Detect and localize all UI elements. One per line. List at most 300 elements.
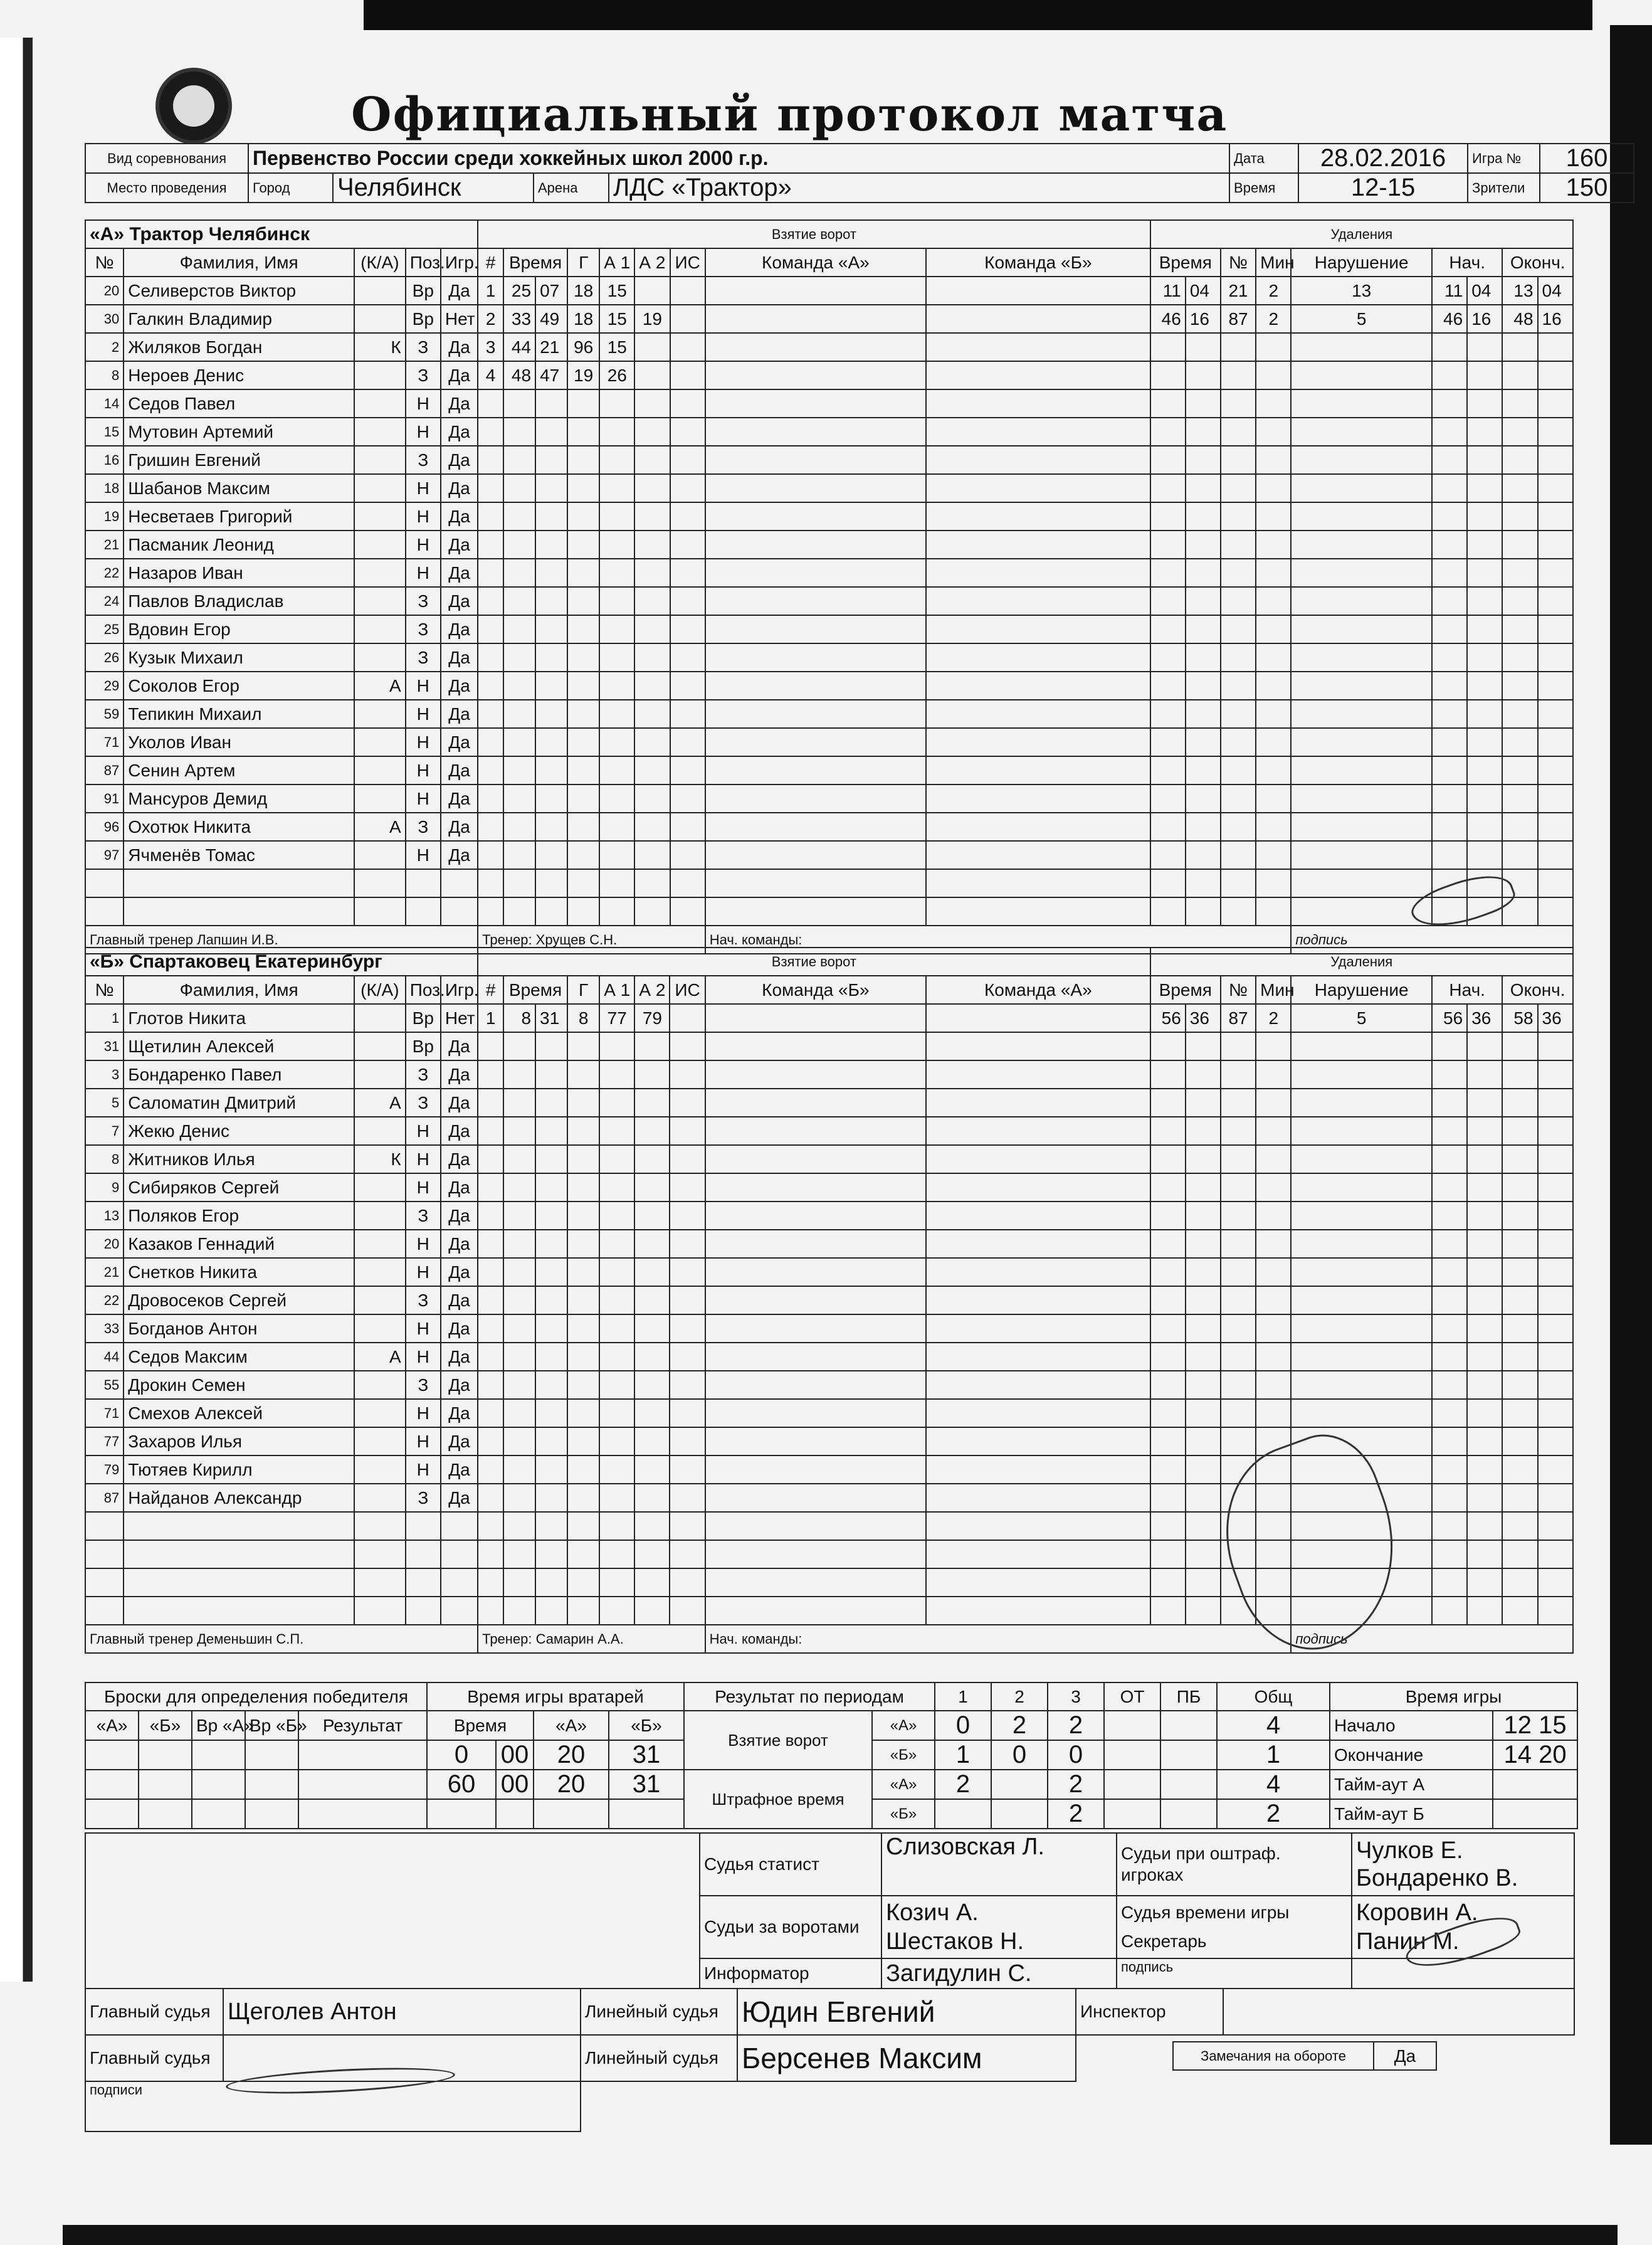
arena-value: ЛДС «Трактор»	[609, 173, 1229, 203]
player-played: Да	[441, 446, 478, 474]
goal-assist-2: 19	[634, 305, 670, 333]
player-name: Богданов Антон	[124, 1314, 354, 1343]
team_a-col-pen-end: Оконч.	[1502, 248, 1573, 277]
penalty-time-min: 46	[1150, 305, 1186, 333]
team_a-player-row	[85, 559, 1573, 587]
player-name: Снетков Никита	[124, 1258, 354, 1286]
game-time-title: Время игры	[1330, 1682, 1577, 1711]
game-number-label: Игра №	[1468, 144, 1540, 173]
team_a-col-pen-start: Нач.	[1432, 248, 1502, 277]
goals-a-p2: 2	[991, 1711, 1048, 1740]
team_a-col-pen-time: Время	[1150, 248, 1221, 277]
stat-judge-label: Судья статист	[700, 1833, 881, 1896]
player-played: Да	[441, 474, 478, 502]
player-number: 96	[85, 813, 124, 841]
team_b-col-goal-time: Время	[503, 976, 567, 1004]
periods-title: Результат по периодам	[684, 1682, 935, 1711]
player-captaincy	[354, 1427, 406, 1455]
team_a-player-row	[85, 643, 1573, 672]
goal-assist-1: 77	[599, 1004, 634, 1032]
line-judge-label-1: Линейный судья	[581, 1989, 737, 2035]
informer-label: Информатор	[700, 1958, 881, 1989]
officials-table	[85, 1832, 1575, 1989]
player-name: Жиляков Богдан	[124, 333, 354, 361]
goal-scorer: 19	[567, 361, 599, 389]
player-position: Н	[406, 784, 441, 813]
player-number: 5	[85, 1089, 124, 1117]
pen-a-total: 4	[1217, 1770, 1330, 1799]
player-captaincy	[354, 615, 406, 643]
goal-number: 1	[478, 1004, 503, 1032]
player-captaincy: К	[354, 333, 406, 361]
shootout-title: Броски для определения победителя	[85, 1682, 427, 1711]
team_b-head-coach: Главный тренер Деменьшин С.П.	[85, 1625, 478, 1653]
player-played: Да	[441, 672, 478, 700]
federation-logo	[155, 68, 232, 144]
pen-b-pb	[1160, 1799, 1217, 1829]
goal-time-sec: 47	[535, 361, 567, 389]
time-label: Время	[1229, 173, 1298, 203]
player-position: З	[406, 1202, 441, 1230]
player-position: Вр	[406, 305, 441, 333]
team_a-team-name: «А» Трактор Челябинск	[85, 220, 478, 248]
team_b-col-pos: Поз.	[406, 976, 441, 1004]
penalty-by-period-label: Штрафное время	[684, 1770, 872, 1829]
goal-judge-1: Козич А.	[886, 1899, 979, 1926]
player-captaincy	[354, 277, 406, 305]
team_a-col-a1: А 1	[599, 248, 634, 277]
timekeeper-value: Коровин А.	[1356, 1899, 1478, 1926]
player-captaincy	[354, 305, 406, 333]
player-number: 71	[85, 1399, 124, 1427]
goal-assist-2: 79	[634, 1004, 670, 1032]
goalie-row-2-b: 31	[609, 1770, 684, 1799]
timekeeper-label: Судья времени игры	[1121, 1903, 1290, 1922]
player-name: Смехов Алексей	[124, 1399, 354, 1427]
pen-b-total: 2	[1217, 1799, 1330, 1829]
player-number: 20	[85, 1230, 124, 1258]
team_a-goals-header: Взятие ворот	[478, 220, 1150, 248]
goals-b-team: «Б»	[872, 1740, 935, 1770]
player-name: Пасманик Леонид	[124, 531, 354, 559]
team_b-player-row	[85, 1032, 1573, 1060]
penalty-player: 87	[1221, 1004, 1256, 1032]
player-number: 16	[85, 446, 124, 474]
team_b-team-chief: Нач. команды:	[705, 1625, 1292, 1653]
spectators-label: Зрители	[1468, 173, 1540, 203]
goal-assist-1: 15	[599, 305, 634, 333]
goalies-title: Время игры вратарей	[427, 1682, 684, 1711]
goals-by-period-label: Взятие ворот	[684, 1711, 872, 1770]
penalty-start-sec: 16	[1467, 305, 1502, 333]
player-played: Да	[441, 728, 478, 756]
shootout-col-result: Результат	[298, 1711, 427, 1740]
player-position: Н	[406, 1230, 441, 1258]
goal-judges-label: Судьи за воротами	[700, 1896, 881, 1958]
player-position: Н	[406, 1314, 441, 1343]
player-position: Н	[406, 1343, 441, 1371]
player-captaincy	[354, 1314, 406, 1343]
team_a-player-row	[85, 784, 1573, 813]
player-captaincy	[354, 1230, 406, 1258]
player-played: Да	[441, 531, 478, 559]
player-captaincy	[354, 587, 406, 615]
penalty-minutes: 2	[1256, 277, 1291, 305]
player-captaincy: А	[354, 672, 406, 700]
player-played: Да	[441, 841, 478, 869]
team_b-penalties-header: Удаления	[1150, 948, 1573, 976]
game-number-value: 160	[1540, 144, 1634, 173]
player-captaincy	[354, 502, 406, 531]
period-pb-header: ПБ	[1160, 1682, 1217, 1711]
team_a-player-row	[85, 277, 1573, 305]
player-captaincy	[354, 643, 406, 672]
team_b-col-team-opp: Команда «А»	[926, 976, 1150, 1004]
player-name: Нероев Денис	[124, 361, 354, 389]
team_a-col-pen-violation: Нарушение	[1291, 248, 1432, 277]
remarks-value: Да	[1374, 2042, 1436, 2070]
player-position: З	[406, 1484, 441, 1512]
line-judge-2: Берсенев Максим	[737, 2035, 1076, 2081]
team_a-player-row	[85, 389, 1573, 418]
goal-situation	[670, 277, 705, 305]
team_a-player-row	[85, 305, 1573, 333]
goalie-b-header: «Б»	[609, 1711, 684, 1740]
scan-edge-left	[0, 38, 33, 1982]
player-number: 19	[85, 502, 124, 531]
period-1-header: 1	[935, 1682, 991, 1711]
goal-number: 4	[478, 361, 503, 389]
player-played: Да	[441, 333, 478, 361]
player-number: 13	[85, 1202, 124, 1230]
team_a-col-played: Игр.	[441, 248, 478, 277]
player-played: Да	[441, 784, 478, 813]
match-header-table	[85, 143, 1634, 203]
player-name: Саломатин Дмитрий	[124, 1089, 354, 1117]
main-ref-label-1: Главный судья	[85, 1989, 223, 2035]
goal-assist-1: 15	[599, 277, 634, 305]
player-name: Мутовин Артемий	[124, 418, 354, 446]
player-number: 97	[85, 841, 124, 869]
goalie-row-2-sec: 00	[496, 1770, 534, 1799]
player-position: З	[406, 643, 441, 672]
penalty-start-min: 11	[1432, 277, 1467, 305]
team_b-player-row	[85, 1060, 1573, 1089]
team_b-team-name: «Б» Спартаковец Екатеринбург	[85, 948, 478, 976]
team_b-col-pen-start: Нач.	[1432, 976, 1502, 1004]
player-captaincy	[354, 1258, 406, 1286]
goalie-time-header: Время	[427, 1711, 534, 1740]
player-number: 44	[85, 1343, 124, 1371]
team_a-player-row	[85, 418, 1573, 446]
goalie-a-header: «А»	[534, 1711, 609, 1740]
scan-edge-top	[364, 0, 1592, 30]
player-position: З	[406, 333, 441, 361]
team_a-team-chief: Нач. команды:	[705, 926, 1292, 954]
team_b-player-row	[85, 1117, 1573, 1145]
player-name: Тепикин Михаил	[124, 700, 354, 728]
penalty-violation: 5	[1291, 1004, 1432, 1032]
player-number: 91	[85, 784, 124, 813]
player-name: Тютяев Кирилл	[124, 1455, 354, 1484]
penalty-time-min: 56	[1150, 1004, 1186, 1032]
team_b-col-is: ИС	[670, 976, 705, 1004]
player-number: 29	[85, 672, 124, 700]
player-name: Несветаев Григорий	[124, 502, 354, 531]
goals-b-p3: 0	[1048, 1740, 1104, 1770]
player-name: Седов Павел	[124, 389, 354, 418]
player-number: 30	[85, 305, 124, 333]
player-name: Поляков Егор	[124, 1202, 354, 1230]
player-captaincy	[354, 418, 406, 446]
player-position: Вр	[406, 1032, 441, 1060]
date-label: Дата	[1229, 144, 1298, 173]
goal-scorer: 18	[567, 305, 599, 333]
player-number: 14	[85, 389, 124, 418]
penalty-end-sec: 04	[1538, 277, 1573, 305]
player-name: Галкин Владимир	[124, 305, 354, 333]
player-number: 8	[85, 1145, 124, 1173]
player-played: Да	[441, 418, 478, 446]
penalty-start-sec: 04	[1467, 277, 1502, 305]
end-minute: 20	[1539, 1741, 1567, 1768]
player-played: Да	[441, 1173, 478, 1202]
main-ref-1: Щеголев Антон	[223, 1989, 581, 2035]
player-name: Сенин Артем	[124, 756, 354, 784]
player-position: З	[406, 446, 441, 474]
player-captaincy	[354, 841, 406, 869]
goal-time-min: 44	[503, 333, 535, 361]
team_a-penalties-header: Удаления	[1150, 220, 1573, 248]
team_a-player-row	[85, 897, 1573, 926]
player-name: Дрокин Семен	[124, 1371, 354, 1399]
team_b-player-row	[85, 1286, 1573, 1314]
team_a-player-row	[85, 841, 1573, 869]
team_b-col-pen-min: Мин	[1256, 976, 1291, 1004]
goal-time-min: 48	[503, 361, 535, 389]
player-position: Н	[406, 1145, 441, 1173]
team_b-col-pen-end: Оконч.	[1502, 976, 1573, 1004]
period-ot-header: ОТ	[1104, 1682, 1160, 1711]
player-captaincy	[354, 784, 406, 813]
player-number: 77	[85, 1427, 124, 1455]
player-position: Н	[406, 1399, 441, 1427]
player-captaincy: А	[354, 813, 406, 841]
secretary-value: Панин М.	[1356, 1928, 1460, 1955]
player-name: Захаров Илья	[124, 1427, 354, 1455]
team_a-col-is: ИС	[670, 248, 705, 277]
player-captaincy	[354, 1032, 406, 1060]
player-captaincy	[354, 446, 406, 474]
player-position: Н	[406, 728, 441, 756]
goal-time-min: 33	[503, 305, 535, 333]
start-hour: 12	[1503, 1711, 1532, 1739]
player-played: Да	[441, 756, 478, 784]
team_b-player-row	[85, 1173, 1573, 1202]
team_b-player-row	[85, 1145, 1573, 1173]
timeout-b-label: Тайм-аут Б	[1330, 1799, 1493, 1829]
goalie-row-1-min: 0	[427, 1740, 496, 1770]
line-judge-1: Юдин Евгений	[737, 1989, 1076, 2035]
date-value: 28.02.2016	[1298, 144, 1468, 173]
team_a-col-team-own: Команда «А»	[705, 248, 926, 277]
player-position: Н	[406, 389, 441, 418]
penalty-start-min: 46	[1432, 305, 1467, 333]
player-name: Соколов Егор	[124, 672, 354, 700]
player-captaincy	[354, 361, 406, 389]
pen-b-p1	[935, 1799, 991, 1829]
goal-time-sec: 07	[535, 277, 567, 305]
goals-b-pb	[1160, 1740, 1217, 1770]
team_b-coach: Тренер: Самарин А.А.	[478, 1625, 705, 1653]
shootout-col-a: «А»	[85, 1711, 139, 1740]
player-played: Да	[441, 1230, 478, 1258]
goal-time-sec: 21	[535, 333, 567, 361]
player-number: 22	[85, 559, 124, 587]
player-name: Селиверстов Виктор	[124, 277, 354, 305]
team_a-player-row	[85, 700, 1573, 728]
line-judge-label-2: Линейный судья	[581, 2035, 737, 2081]
period-total-header: Общ	[1217, 1682, 1330, 1711]
player-played: Нет	[441, 1004, 478, 1032]
player-position: Вр	[406, 1004, 441, 1032]
player-number: 2	[85, 333, 124, 361]
player-position: Н	[406, 756, 441, 784]
team_a-player-row	[85, 615, 1573, 643]
inspector-label: Инспектор	[1076, 1989, 1223, 2035]
player-number: 9	[85, 1173, 124, 1202]
team_a-player-row	[85, 672, 1573, 700]
time-value: 12-15	[1298, 173, 1468, 203]
competition-label: Вид соревнования	[85, 144, 248, 173]
player-number: 26	[85, 643, 124, 672]
player-position: З	[406, 587, 441, 615]
player-played: Да	[441, 1455, 478, 1484]
goals-a-total: 4	[1217, 1711, 1330, 1740]
player-name: Назаров Иван	[124, 559, 354, 587]
player-captaincy	[354, 1484, 406, 1512]
team_b-player-row	[85, 1258, 1573, 1286]
team_a-player-row	[85, 502, 1573, 531]
goal-scorer: 18	[567, 277, 599, 305]
penalty-end-sec: 36	[1538, 1004, 1573, 1032]
player-captaincy: А	[354, 1089, 406, 1117]
goalie-row-2-a: 20	[534, 1770, 609, 1799]
player-number: 33	[85, 1314, 124, 1343]
player-number: 21	[85, 531, 124, 559]
player-captaincy	[354, 474, 406, 502]
player-name: Жекю Денис	[124, 1117, 354, 1145]
player-name: Гришин Евгений	[124, 446, 354, 474]
player-played: Да	[441, 361, 478, 389]
start-label: Начало	[1330, 1711, 1493, 1740]
player-number: 31	[85, 1032, 124, 1060]
player-played: Да	[441, 615, 478, 643]
goal-situation	[670, 305, 705, 333]
informer-value: Загидулин С.	[881, 1958, 1117, 1989]
player-number: 24	[85, 587, 124, 615]
team_b-col-name: Фамилия, Имя	[124, 976, 354, 1004]
goals-a-team: «А»	[872, 1711, 935, 1740]
player-captaincy	[354, 389, 406, 418]
player-captaincy	[354, 756, 406, 784]
team_b-player-row	[85, 1004, 1573, 1032]
player-captaincy: К	[354, 1145, 406, 1173]
team_b-col-goal-no: #	[478, 976, 503, 1004]
player-number: 79	[85, 1455, 124, 1484]
goal-number: 1	[478, 277, 503, 305]
team_a-col-a2: А 2	[634, 248, 670, 277]
team_b-player-row	[85, 1230, 1573, 1258]
player-number: 55	[85, 1371, 124, 1399]
team_a-player-row	[85, 474, 1573, 502]
player-played: Да	[441, 1145, 478, 1173]
place-label: Место проведения	[85, 173, 248, 203]
team_a-player-row	[85, 728, 1573, 756]
secretary-label: Секретарь	[1121, 1931, 1207, 1951]
team_b-col-pen-violation: Нарушение	[1291, 976, 1432, 1004]
inspector-value	[1223, 1989, 1574, 2035]
remarks-box	[1172, 2041, 1437, 2071]
player-captaincy	[354, 1173, 406, 1202]
team_b-col-played: Игр.	[441, 976, 478, 1004]
player-position: Вр	[406, 277, 441, 305]
goals-b-ot	[1104, 1740, 1160, 1770]
player-captaincy	[354, 1455, 406, 1484]
penalty-box-judges-label: Судьи при оштраф. игроках	[1117, 1833, 1352, 1896]
team_b-player-row	[85, 1399, 1573, 1427]
player-name: Уколов Иван	[124, 728, 354, 756]
player-captaincy	[354, 1399, 406, 1427]
player-captaincy	[354, 1117, 406, 1145]
player-position: Н	[406, 1117, 441, 1145]
goal-scorer: 96	[567, 333, 599, 361]
goals-b-p2: 0	[991, 1740, 1048, 1770]
end-hour: 14	[1503, 1741, 1532, 1768]
team_a-col-goal-time: Время	[503, 248, 567, 277]
team_b-signature-label: подпись	[1291, 1625, 1573, 1653]
player-number: 8	[85, 361, 124, 389]
player-position: З	[406, 615, 441, 643]
team_b-col-ka: (К/А)	[354, 976, 406, 1004]
goalie-row-1-sec: 00	[496, 1740, 534, 1770]
player-number: 3	[85, 1060, 124, 1089]
player-name: Ячменёв Томас	[124, 841, 354, 869]
player-name: Житников Илья	[124, 1145, 354, 1173]
player-played: Да	[441, 587, 478, 615]
team_a-signature-label: подпись	[1291, 926, 1573, 954]
goals-a-p1: 0	[935, 1711, 991, 1740]
player-number: 20	[85, 277, 124, 305]
player-number: 21	[85, 1258, 124, 1286]
player-name: Найданов Александр	[124, 1484, 354, 1512]
player-played: Да	[441, 1343, 478, 1371]
player-position: Н	[406, 559, 441, 587]
player-played: Да	[441, 1060, 478, 1089]
player-captaincy	[354, 1060, 406, 1089]
team_a-col-ka: (К/А)	[354, 248, 406, 277]
officials-sign-label: подпись	[1117, 1958, 1352, 1989]
player-played: Да	[441, 1399, 478, 1427]
player-played: Да	[441, 700, 478, 728]
player-captaincy	[354, 728, 406, 756]
team_b-player-row	[85, 1202, 1573, 1230]
team_a-col-no: №	[85, 248, 124, 277]
goal-time-sec: 31	[535, 1004, 567, 1032]
pen-b-p2	[991, 1799, 1048, 1829]
goalie-row-2-min: 60	[427, 1770, 496, 1799]
team_a-col-goal-no: #	[478, 248, 503, 277]
